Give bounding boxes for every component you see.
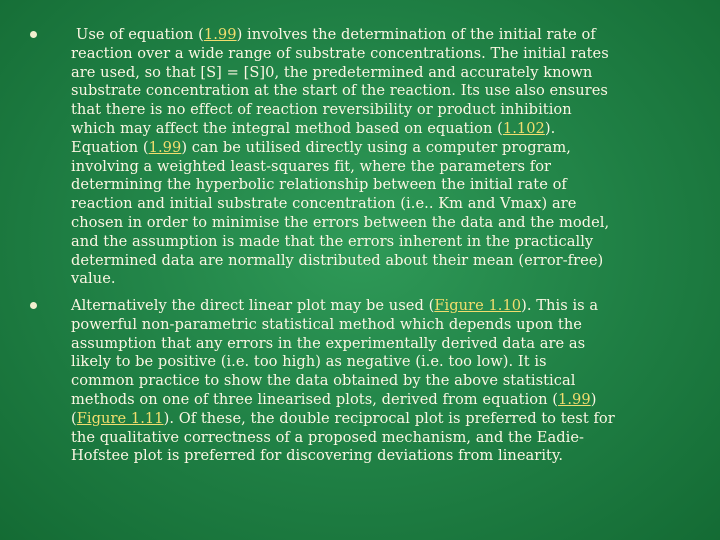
bullet-2-line-5: common practice to show the data obtained by the above statistical	[71, 372, 576, 390]
bullet-1-line-1	[71, 26, 671, 45]
bullet-1-line-3: are used, so that [S] = [S]0, the predetermined and accurately known	[71, 63, 593, 81]
bullet-1-line-10: reaction and initial substrate concentration (i.e.. Km and Vmax) are	[71, 195, 577, 213]
bullet-2-line-2: powerful non-parametric statistical method which depends upon the	[71, 315, 582, 333]
bullet-2-line-9: Hofstee plot is preferred for discovering deviations from linearity.	[71, 447, 564, 465]
bullet-1-text: ) can be utilised directly using a computer program,	[181, 138, 571, 156]
bullet-1-text: Equation (	[71, 138, 149, 156]
bullet-1-line-7	[71, 139, 671, 158]
equation-1-102-link[interactable]: 1.102	[502, 119, 545, 137]
bullet-2-line-7	[71, 410, 671, 429]
bullet-1-line-5: that there is no effect of reaction reversibility or product inhibition	[71, 101, 572, 119]
bullet-1-line-4: substrate concentration at the start of the reaction. Its use also ensures	[71, 82, 608, 100]
bullet-1-text: Use of equation (	[76, 26, 204, 43]
bullet-1-line-14: value.	[71, 270, 116, 288]
figure-1-11-link[interactable]: Figure 1.11	[76, 409, 164, 427]
bullet-1-line-13: determined data are normally distributed about their mean (error-free)	[71, 251, 604, 269]
bullet-2-text: ). Of these, the double reciprocal plot is preferred to test for	[163, 409, 615, 427]
bullet-1-line-2: reaction over a wide range of substrate concentrations. The initial rates	[71, 44, 609, 62]
bullet-2-text: methods on one of three linearised plots, derived from equation (	[71, 390, 559, 408]
bullet-marker	[30, 31, 37, 38]
equation-1-99-link[interactable]: 1.99	[148, 138, 182, 156]
bullet-1	[71, 26, 671, 289]
bullet-1-line-8: involving a weighted least-squares fit, where the parameters for	[71, 157, 552, 175]
bullet-1-text: which may affect the integral method based on equation (	[71, 119, 503, 137]
bullet-1-line-12: and the assumption is made that the errors inherent in the practically	[71, 232, 594, 250]
bullet-1-line-9: determining the hyperbolic relationship between the initial rate of	[71, 176, 567, 194]
bullet-1-text: ).	[544, 119, 556, 137]
bullet-2-text: )	[590, 390, 597, 408]
equation-1-99-link[interactable]: 1.99	[558, 390, 591, 408]
equation-1-99-link[interactable]: 1.99	[203, 26, 237, 43]
bullet-2-text: (	[71, 409, 77, 427]
figure-1-10-link[interactable]: Figure 1.10	[434, 297, 522, 314]
bullet-2-line-1	[71, 297, 671, 316]
bullet-2-line-3: assumption that any errors in the experimentally derived data are as	[71, 334, 586, 352]
bullet-1-text: ) involves the determination of the initial rate of	[236, 26, 596, 43]
bullet-2-text: Alternatively the direct linear plot may be used (	[71, 297, 435, 314]
bullet-2-line-8: the qualitative correctness of a proposed mechanism, and the Eadie-	[71, 428, 584, 446]
bullet-1-line-11: chosen in order to minimise the errors between the data and the model,	[71, 213, 610, 231]
bullet-marker	[30, 302, 37, 309]
bullet-2	[71, 297, 671, 466]
bullet-2-text: ). This is a	[521, 297, 599, 314]
bullet-2-line-6	[71, 391, 671, 410]
bullet-1-line-6	[71, 120, 671, 139]
bullet-2-line-4: likely to be positive (i.e. too high) as negative (i.e. too low). It is	[71, 353, 547, 371]
